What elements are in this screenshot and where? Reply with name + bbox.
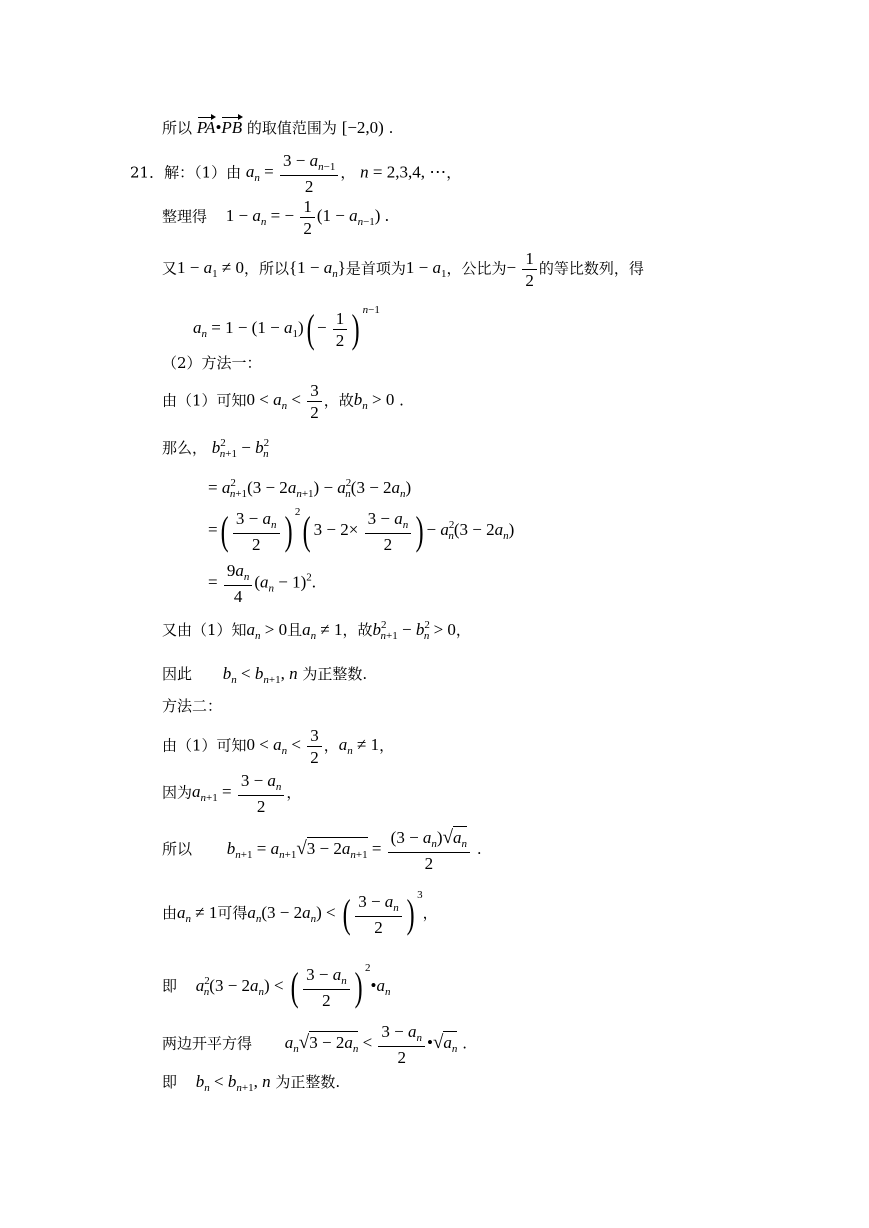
line-square-root: 两边开平方得 $a_n√3 - 2a_n$ < $\frac{3 - a_n}{2}$ $•√a_n$ .	[162, 1022, 467, 1067]
line-inequality-cube: 由$a_n \ne 1$可得$a_n(3 - 2a_n)$ < ( $\frac{3 - a_n}{2}$ ) $^3$，	[162, 889, 438, 937]
line-problem-21-start: 21．解：（1）由 $a_n$ = $\frac{3 - a_{n-1}}{2}$ ， n = 2,3,4, ⋯，	[130, 151, 462, 196]
line-conclusion-method-two: 即 $b_n < b_{n+1}$, n 为正整数.	[162, 1072, 341, 1094]
derivation-step-1: = $a^2_{n+1}(3 - 2a_{n+1}) - a^2_n(3 - 2a_n)$	[208, 477, 412, 500]
line-conclusion-method-one: 因此 $b_n < b_{n+1}$, n 为正整数.	[162, 664, 368, 686]
problem-number: 21．	[130, 163, 165, 182]
line-inequality-square: 即 $a^2_n(3 - 2a_n)$ < ( $\frac{3 - a_n}{2}$ ) $^2•a_n$	[162, 962, 391, 1010]
line-difference-positive: 又由（1）知$a_n > 0$且$a_n \ne 1$，故$b^2_{n+1} - b^2_n > 0$，	[162, 619, 471, 642]
derivation-step-3: = $\frac{9a_n}{4}$ $(a_n - 1)^2$.	[208, 561, 317, 606]
method-two-heading: 方法二：	[162, 697, 223, 715]
line-geometric-sequence: 又$1 - a_1 \ne 0$，所以$\{1 - a_n\}$是首项为$1 - a_1$，公比为− $\frac{1}{2}$ 的等比数列，得	[162, 249, 644, 290]
line-bn-difference: 那么， $b^2_{n+1} - b^2_n$	[162, 437, 270, 460]
vector-expression: PA•PB	[196, 118, 243, 137]
line-bn-positive: 由（1）可知$0 < a_n$ < $\frac{3}{2}$ ，故$b_n > 0$ .	[162, 381, 404, 422]
line-rearranged: 整理得 $1 - a_n$ = − $\frac{1}{2}$ $(1 - a_{n-1})$ .	[162, 197, 389, 238]
line-bn-plus-one: 所以 $b_{n+1} = a_{n+1}√3 - 2a_{n+1}$ = $\frac{(3 - a_n)√a_n}{2}$ .	[162, 827, 482, 873]
method-one-heading: （2）方法一：	[162, 354, 262, 372]
formula-an-general-term: $a_n = 1 - (1 - a_1)$( − $\frac{1}{2}$ ) $^{n-1}$	[193, 304, 380, 352]
derivation-step-2: =( $\frac{3 - a_n}{2}$ ) $^2$( 3 − 2× $\frac{3 - a_n}{2}$ ) − $a^2_n(3 - 2a_n)$	[208, 506, 515, 554]
line-an-range: 由（1）可知$0 < a_n$ < $\frac{3}{2}$ ，$a_n \ne 1$，	[162, 726, 395, 767]
line-recurrence: 因为$a_{n+1}$ = $\frac{3 - a_n}{2}$ ，	[162, 771, 302, 816]
line-range-conclusion: 所以 PA•PB 的取值范围为 [−2,0) .	[162, 118, 394, 137]
